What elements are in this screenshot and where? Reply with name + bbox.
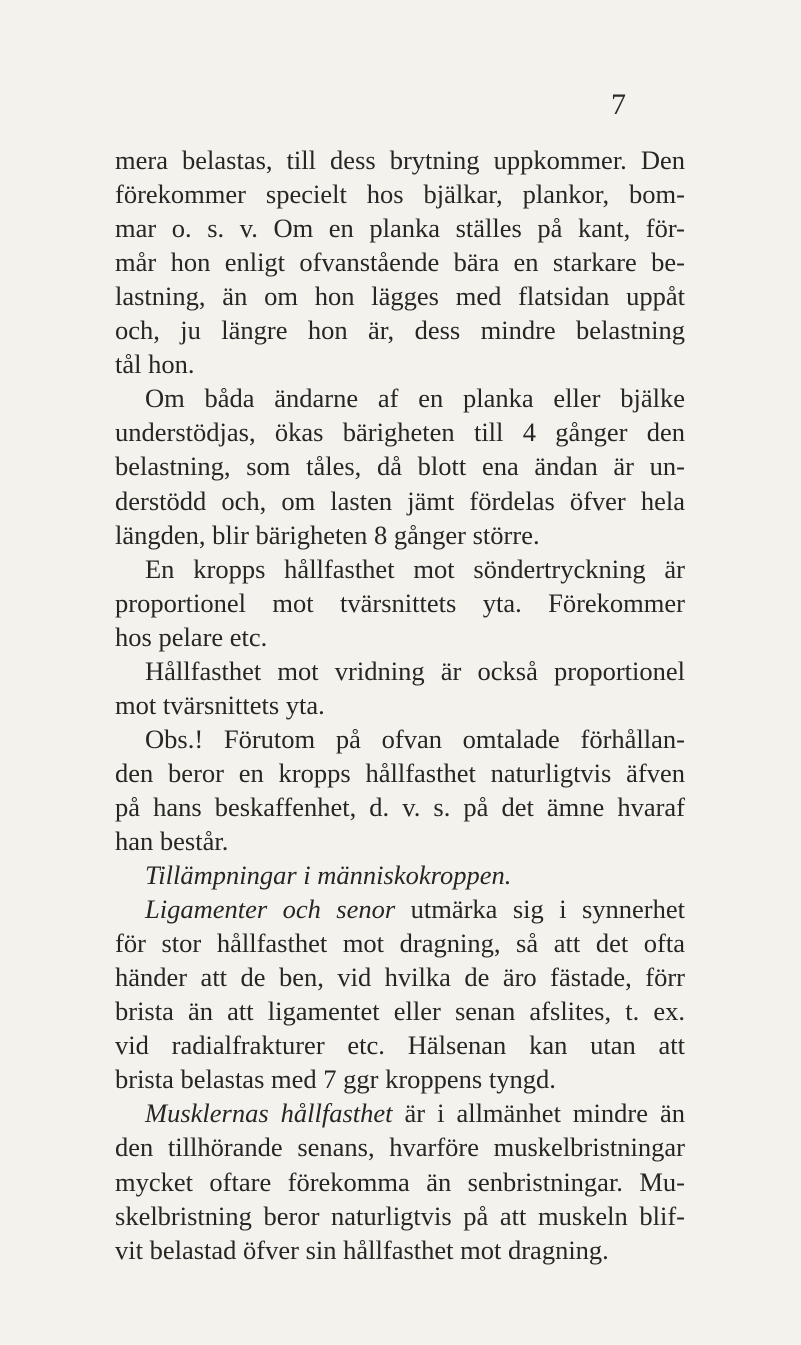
text-line <box>115 791 685 822</box>
line-text: mot tvärsnittets yta. <box>115 689 325 720</box>
text-line <box>115 147 685 174</box>
line-text: den tillhörande senans, hvarföre muskelbristningar <box>115 1132 685 1163</box>
text-line <box>115 828 685 855</box>
text-line <box>145 896 685 923</box>
italic-text: Musklernas hållfasthet <box>145 1098 393 1129</box>
line-text: En kropps hållfasthet mot söndertryckning är <box>145 553 685 584</box>
text-line <box>115 1200 685 1231</box>
text-line <box>115 964 685 991</box>
line-text: understödjas, ökas bärigheten till 4 gånger den <box>115 417 685 448</box>
text-line <box>115 249 685 276</box>
line-text: mår hon enligt ofvanstående bära en starkare be- <box>115 247 685 278</box>
text-line <box>115 1234 685 1265</box>
text-line <box>115 1032 685 1059</box>
text-line <box>115 930 685 957</box>
text-line <box>145 553 685 584</box>
line-text: skelbristning beror naturligtvis på att muskeln blif- <box>115 1200 685 1231</box>
text-line <box>115 689 685 720</box>
line-text: belastning, som tåles, då blott ena ändan är un- <box>115 451 685 482</box>
text-line <box>115 485 685 516</box>
line-text: han består. <box>115 826 229 856</box>
text-line <box>145 862 685 889</box>
text-line <box>145 1100 685 1127</box>
line-text: vid radialfrakturer etc. Hälsenan kan utan att <box>115 1030 685 1061</box>
line-text: på hans beskaffenhet, d. v. s. på det ämne hvaraf <box>115 791 685 822</box>
text-line <box>115 587 685 618</box>
text-line <box>115 1066 685 1093</box>
text-line <box>115 215 685 242</box>
text-line <box>115 757 685 788</box>
page-number: 7 <box>611 88 626 121</box>
text-line <box>115 998 685 1025</box>
text-line <box>145 385 685 412</box>
text-line <box>115 453 685 480</box>
line-text: mycket oftare förekomma än senbristningar. Mu- <box>115 1166 685 1197</box>
text-line <box>115 1134 685 1161</box>
line-text: förekommer specielt hos bjälkar, plankor, bom- <box>115 179 685 210</box>
text-line <box>115 419 685 446</box>
text-line <box>115 317 685 344</box>
line-text: och, ju längre hon är, dess mindre belastning <box>115 315 685 346</box>
line-text: hos pelare etc. <box>115 621 268 652</box>
line-text: är i allmänhet mindre än <box>392 1098 685 1129</box>
italic-text: Ligamenter och senor <box>145 894 396 925</box>
text-line <box>115 351 685 378</box>
text-line <box>115 519 685 550</box>
italic-text: Tillämpningar i människokroppen. <box>145 860 512 891</box>
line-text: proportionel mot tvärsnittets yta. Förekommer <box>115 587 685 618</box>
text-line <box>115 283 685 310</box>
line-text: vit belastad öfver sin hållfasthet mot dragning. <box>115 1234 609 1265</box>
text-line <box>145 655 685 686</box>
line-text: Om båda ändarne af en planka eller bjälke <box>145 383 685 414</box>
line-text: derstödd och, om lasten jämt fördelas öfver hela <box>115 485 685 516</box>
text-line <box>145 723 685 754</box>
line-text: Hållfasthet mot vridning är också proportionel <box>145 655 685 686</box>
line-text: Obs.! Förutom på ofvan omtalade förhållan- <box>145 723 685 754</box>
text-line <box>115 621 685 652</box>
line-text: utmärka sig i synnerhet <box>395 894 686 925</box>
line-text: lastning, än om hon lägges med flatsidan uppåt <box>115 281 685 312</box>
line-text: mar o. s. v. Om en planka ställes på kant, för- <box>115 213 685 244</box>
text-line <box>115 181 685 208</box>
text-line <box>115 1166 685 1197</box>
line-text: mera belastas, till dess brytning uppkommer. Den <box>115 145 685 175</box>
line-text: händer att de ben, vid hvilka de äro fästade, förr <box>115 962 685 993</box>
line-text: för stor hållfasthet mot dragning, så att det ofta <box>115 928 685 959</box>
line-text: brista än att ligamentet eller senan afslites, t. ex. <box>115 996 685 1027</box>
line-text: brista belastas med 7 ggr kroppens tyngd. <box>115 1064 556 1095</box>
line-text: längden, blir bärigheten 8 gånger större. <box>115 519 540 550</box>
line-text: tål hon. <box>115 349 195 380</box>
line-text: den beror en kropps hållfasthet naturligtvis äfven <box>115 757 685 788</box>
